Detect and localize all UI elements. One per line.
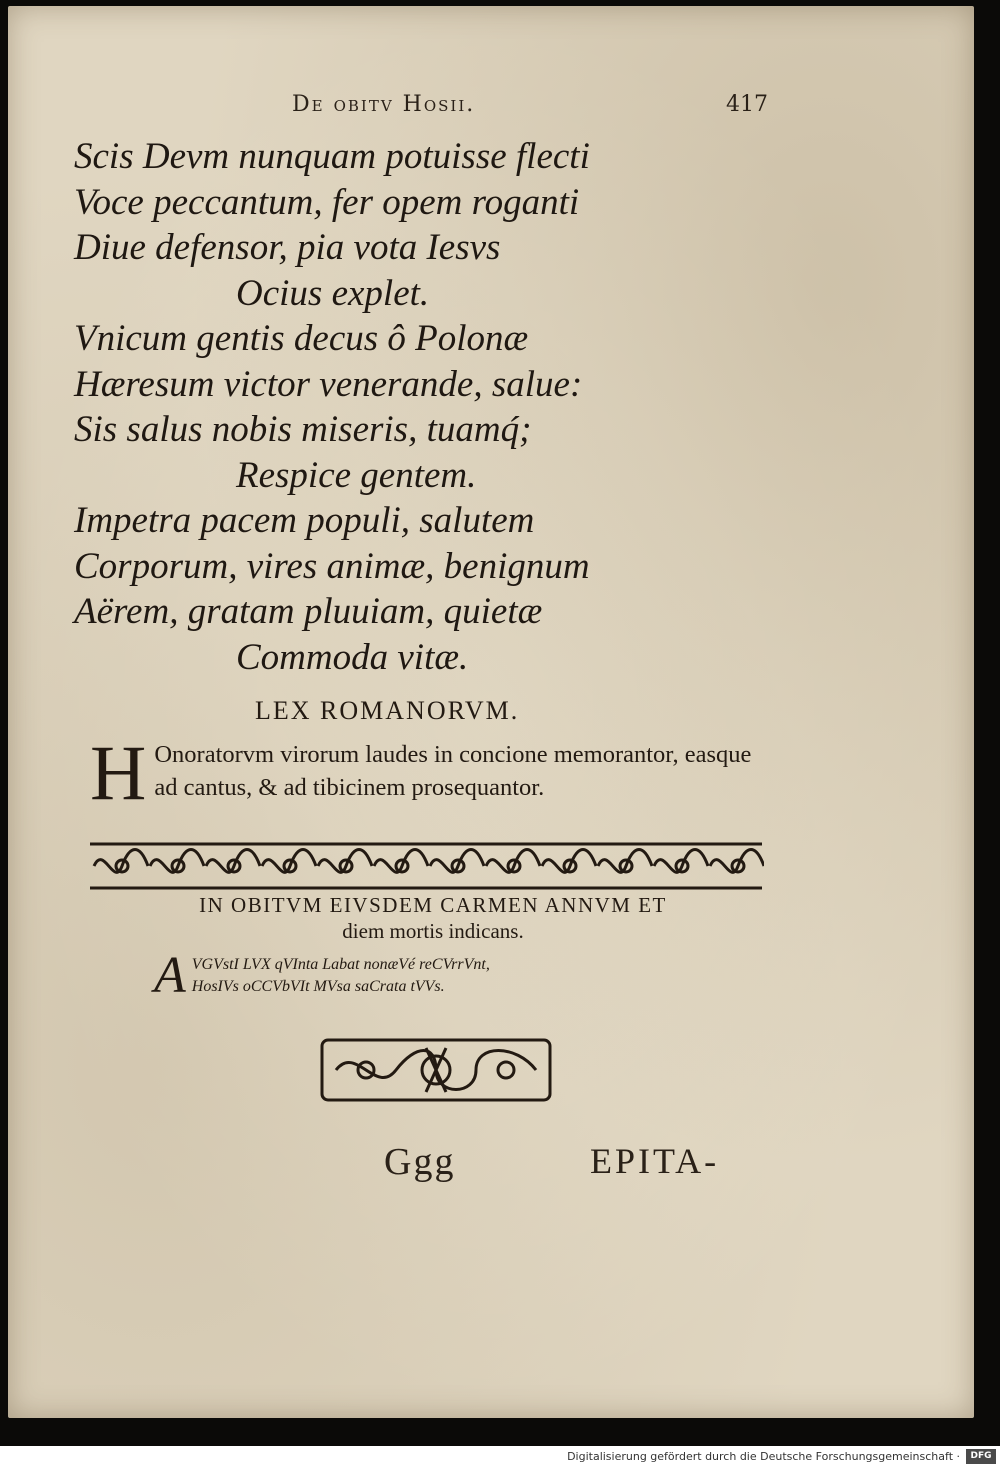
- verse-line: Aërem, gratam pluuiam, quietæ: [74, 591, 543, 632]
- verse-line: Scis Devm nunquam potuisse flecti: [74, 136, 590, 177]
- section-title: LEX ROMANORVM.: [255, 696, 520, 725]
- page-number: 417: [726, 92, 768, 117]
- footer-credit: Digitalisierung gefördert durch die Deutsche Forschungsgemeinschaft ·: [567, 1450, 960, 1463]
- verse-line-adonic: Respice gentem.: [236, 454, 477, 496]
- carmen-title: [98, 892, 768, 944]
- verse-line-adonic: Ocius explet.: [236, 272, 430, 314]
- carmen-title-line: diem mortis indicans.: [342, 919, 524, 943]
- prose-paragraph: [90, 729, 770, 816]
- ornament-band: [88, 840, 764, 892]
- chronogram-line: HosIVs oCCVbVIt MVsa saCrata tVVs.: [191, 978, 445, 995]
- verse-line: Diue defensor, pia vota Iesvs: [74, 227, 501, 268]
- dfg-logo-icon: DFG: [966, 1449, 996, 1464]
- verse-line: Hæresum victor venerande, salue:: [74, 363, 583, 405]
- book-page: [8, 6, 974, 1418]
- verse-line: Corporum, vires animæ, benignum: [74, 545, 590, 587]
- ornament-vignette: [316, 1034, 556, 1106]
- verse-line: Voce peccantum, fer opem roganti: [74, 181, 580, 223]
- sapphic-verse: [74, 134, 774, 680]
- verse-line: Sis salus nobis miseris, tuamq́;: [74, 409, 532, 450]
- chronogram-line: VGVstI LVX qVInta Labat nonæVé reCVrrVnt,: [191, 956, 490, 973]
- chronogram: [154, 947, 714, 1004]
- drop-capital: H: [90, 729, 147, 816]
- running-head: De obitv Hosii.: [292, 92, 476, 117]
- carmen-title-line: IN OBITVM EIVSDEM CARMEN ANNVM ET: [199, 893, 667, 917]
- verse-line: Impetra pacem populi, salutem: [74, 500, 535, 541]
- verse-line-adonic: Commoda vitæ.: [236, 636, 469, 678]
- catchword: EPITA-: [590, 1141, 720, 1181]
- prose-text: Onoratorvm virorum laudes in concione memorantor, easque ad cantus, & ad tibicinem prosequantor.: [154, 741, 752, 801]
- signature-mark: Ggg: [384, 1141, 456, 1183]
- chronogram-initial: A: [154, 947, 186, 1004]
- footer-bar: [0, 1446, 1000, 1469]
- verse-line: Vnicum gentis decus ô Polonæ: [74, 318, 529, 359]
